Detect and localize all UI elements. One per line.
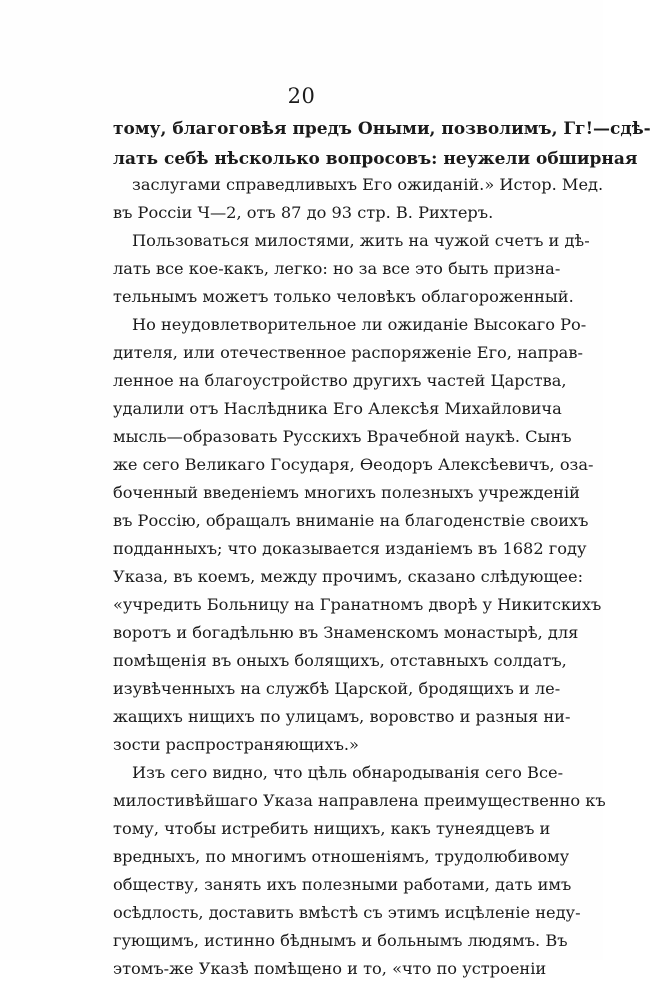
- text-line: боченный введеніемъ многихъ полезныхъ учрежденій: [113, 483, 580, 502]
- text-line: въ Россіи Ч—2, отъ 87 до 93 стр. В. Рихтеръ.: [113, 203, 494, 222]
- text-line: зости распространяющихъ.»: [113, 735, 359, 754]
- text-line: воротъ и богадѣльню въ Знаменскомъ монастырѣ, для: [113, 623, 579, 642]
- text-line: изувѣченныхъ на службѣ Царской, бродящихъ и ле-: [113, 679, 561, 698]
- text-line: тому, чтобы истребить нищихъ, какъ тунеядцевъ и: [113, 819, 551, 838]
- footnote-text: [113, 171, 606, 983]
- text-line: Но неудовлетворительное ли ожиданіе Высокаго Ро-: [132, 315, 587, 334]
- text-line: заслугами справедливыхъ Его ожиданій.» Истор. Мед.: [132, 175, 604, 194]
- text-line: «учредить Больницу на Гранатномъ дворѣ у Никитскихъ: [113, 595, 602, 614]
- text-line: лать себѣ нѣсколько вопросовъ: неужели обширная: [113, 149, 638, 169]
- text-line: ленное на благоустройство другихъ частей Царства,: [113, 371, 567, 390]
- text-line: лать все кое-какъ, легко: но за все это быть призна-: [113, 259, 561, 278]
- text-line: Пользоваться милостями, жить на чужой счетъ и дѣ-: [132, 231, 590, 250]
- text-line: же сего Великаго Государя, Ѳеодоръ Алексѣевичъ, оза-: [113, 455, 594, 474]
- text-line: обществу, занять ихъ полезными работами, дать имъ: [113, 875, 572, 894]
- text-line: дителя, или отечественное распоряженіе Его, направ-: [113, 343, 583, 362]
- text-line: Изъ сего видно, что цѣль обнародыванія сего Все-: [132, 763, 564, 782]
- text-line: въ Россію, обращалъ вниманіе на благоденствіе своихъ: [113, 511, 589, 530]
- text-line: мысль—образовать Русскихъ Врачебной наукѣ. Сынъ: [113, 427, 572, 446]
- text-line: удалили отъ Наслѣдника Его Алексѣя Михайловича: [113, 399, 562, 418]
- page-number: 20: [287, 84, 316, 108]
- text-line: Указа, въ коемъ, между прочимъ, сказано слѣдующее:: [113, 567, 584, 586]
- text-line: вредныхъ, по многимъ отношеніямъ, трудолюбивому: [113, 847, 570, 866]
- top-paragraph: [113, 114, 651, 174]
- text-line: осѣдлость, доставить вмѣстѣ съ этимъ исцѣленіе неду-: [113, 903, 581, 922]
- text-line: этомъ-же Указѣ помѣщено и то, «что по устроеніи: [113, 959, 547, 978]
- text-line: помѣщенія въ оныхъ болящихъ, отставныхъ солдатъ,: [113, 651, 567, 670]
- text-line: тельнымъ можетъ только человѣкъ облагороженный.: [113, 287, 574, 306]
- text-line: тому, благоговѣя предъ Оными, позволимъ, Гг!—сдѣ-: [113, 119, 651, 139]
- text-line: милостивѣйшаго Указа направлена преимущественно къ: [113, 791, 606, 810]
- text-line: подданныхъ; что доказывается изданіемъ въ 1682 году: [113, 539, 587, 558]
- text-line: гующимъ, истинно бѣднымъ и больнымъ людямъ. Въ: [113, 931, 568, 950]
- text-line: жащихъ нищихъ по улицамъ, воровство и разныя ни-: [113, 707, 571, 726]
